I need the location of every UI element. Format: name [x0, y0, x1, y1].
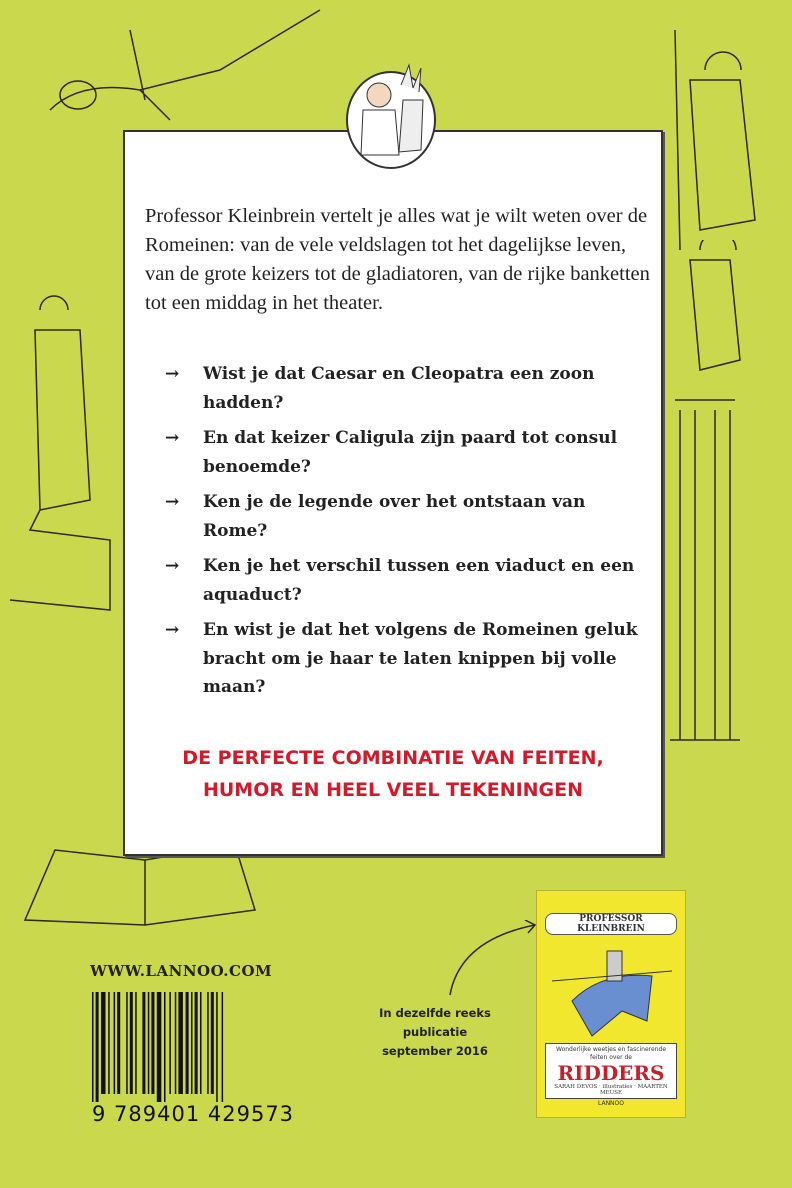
barcode-bar [169, 992, 171, 1094]
professor-with-rabbit-icon [341, 60, 441, 170]
tagline-line: DE PERFECTE COMBINATIE VAN FEITEN, [182, 747, 604, 769]
fact-text: Ken je het verschil tussen een viaduct en een aquaduct? [203, 556, 635, 605]
arrow-icon: → [165, 492, 180, 512]
arrow-icon: → [165, 428, 180, 448]
barcode-bar [195, 992, 198, 1094]
barcode-bar [130, 992, 133, 1094]
tagline-line: HUMOR EN HEEL VEEL TEKENINGEN [202, 779, 584, 801]
fact-item [165, 552, 645, 609]
barcode-bar [108, 992, 110, 1094]
arrow-icon: → [165, 620, 180, 640]
barcode-bar [157, 992, 162, 1102]
barcode-bar [96, 992, 99, 1102]
book-brand: PROFESSOR KLEINBREIN [545, 913, 677, 935]
barcode-bar [117, 992, 120, 1094]
barcode-bar [186, 992, 189, 1094]
fact-text: Ken je de legende over het ontstaan van Rome? [203, 492, 586, 541]
barcode-bar [142, 992, 145, 1094]
barcode-bar [211, 992, 214, 1094]
fact-item [165, 424, 645, 481]
fact-text: En wist je dat het volgens de Romeinen geluk bracht om je haar te laten knippen bij volle maan? [203, 620, 638, 697]
knight-on-horse-illustration [552, 941, 672, 1041]
book-subtitle: Wonderlijke weetjes en fascinerende feiten over de [555, 1046, 667, 1061]
column-illustration [665, 380, 745, 760]
facts-list [165, 360, 645, 709]
series-note-line: publicatie [402, 1025, 468, 1039]
fact-item [165, 488, 645, 545]
series-note [360, 1004, 510, 1061]
barcode-bar [164, 992, 166, 1102]
publisher-url[interactable]: WWW.LANNOO.COM [90, 962, 273, 980]
barcode-bar [114, 992, 116, 1094]
arrow-icon: → [165, 364, 180, 384]
barcode-bar [216, 992, 218, 1102]
tagline [125, 742, 661, 806]
roman-lying-illustration [20, 0, 340, 140]
fact-text: Wist je dat Caesar en Cleopatra een zoon hadden? [203, 364, 595, 413]
arrow-to-book-illustration [440, 920, 540, 1000]
barcode-bar [151, 992, 154, 1094]
book-title: RIDDERS [557, 1061, 665, 1085]
book-title-label [545, 1043, 677, 1099]
barcode-bar [135, 992, 137, 1094]
barcode-bar [191, 992, 193, 1094]
toga-man-illustration [10, 290, 120, 620]
fact-item [165, 616, 645, 702]
book-publisher: LANNOO [597, 1100, 624, 1107]
barcode-bar [148, 992, 150, 1094]
spear-soldier-illustration [660, 20, 780, 260]
barcode-bar [207, 992, 209, 1094]
book-authors: SARAH DEVOS · illustraties · MAARTEN MEUSE [554, 1084, 668, 1096]
barcode-bar [126, 992, 128, 1094]
barcode-bar [222, 992, 224, 1102]
barcode-bar [175, 992, 177, 1094]
description-card [123, 130, 663, 856]
intro-text: Professor Kleinbrein vertelt je alles wat je wilt weten over de Romeinen: van de vele veldslagen tot het dagelijkse leven, van de grote keizers tot de gladiatoren, van de rijke banketten tot een middag in het theater. [145, 205, 650, 314]
series-note-line: In dezelfde reeks [379, 1006, 491, 1020]
barcode-bar [101, 992, 106, 1094]
isbn-number: 9 789401 429573 [92, 1102, 295, 1126]
barcode-bar [178, 992, 183, 1094]
fact-text: En dat keizer Caligula zijn paard tot consul benoemde? [203, 428, 618, 477]
barcode [90, 992, 275, 1102]
series-note-line: september 2016 [382, 1044, 488, 1058]
related-book-cover [536, 890, 686, 1118]
barcode-bar [200, 992, 202, 1094]
fact-item [165, 360, 645, 417]
barcode-bar [92, 992, 94, 1102]
arrow-icon: → [165, 556, 180, 576]
